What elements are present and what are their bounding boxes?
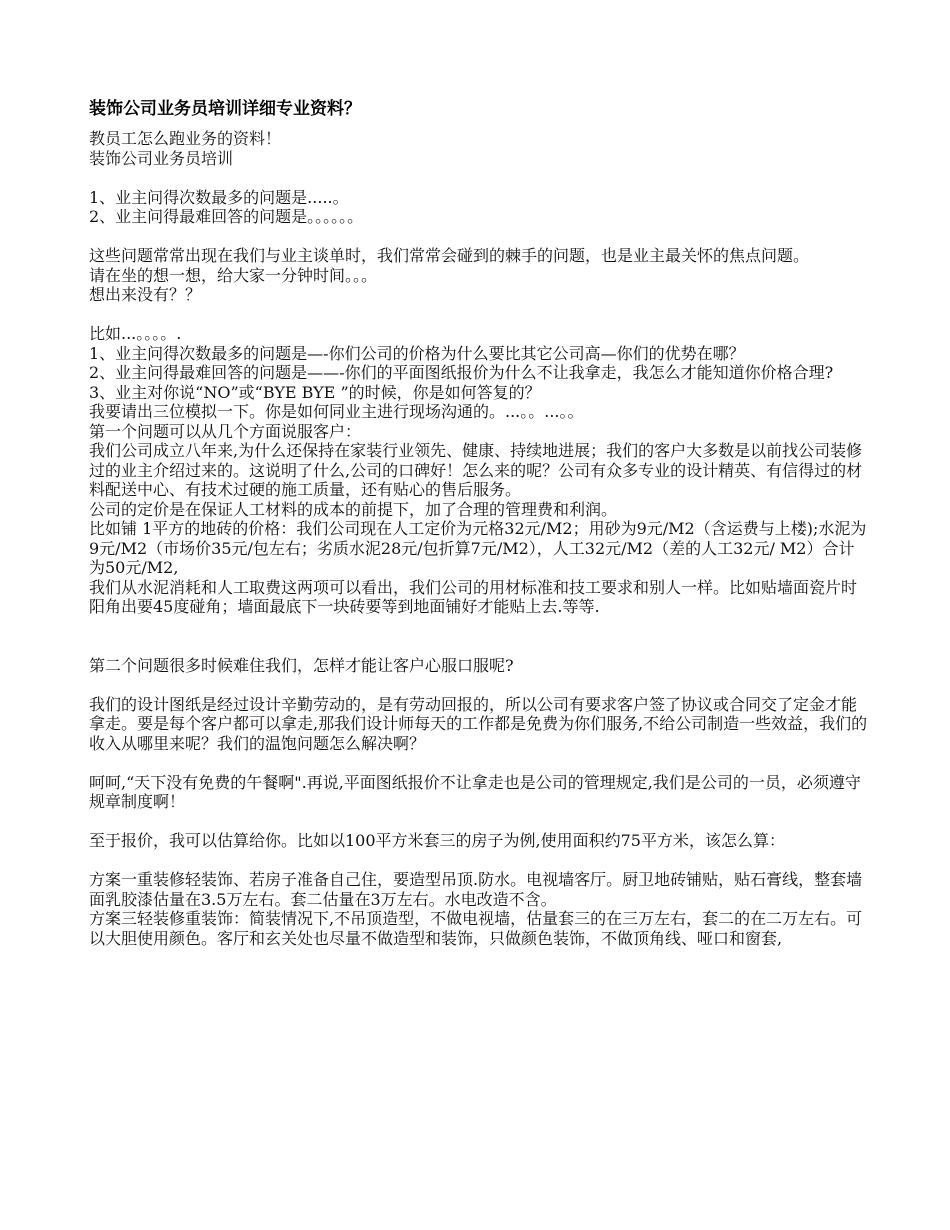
blank-line bbox=[89, 812, 869, 832]
text-line: 公司的定价是在保证人工材料的成本的前提下，加了合理的管理费和利润。 bbox=[89, 499, 618, 519]
text-line: 我们从水泥消耗和人工取费这两项可以看出，我们公司的用材标准和技工要求和别人一样。比如贴墙面瓷片时阳角出要45度碰角；墙面最底下一块砖要等到地面铺好才能贴上去.等等. bbox=[89, 577, 858, 616]
text-line: 方案三轻装修重装饰：简装情况下,不吊顶造型，不做电视墙，估量套三的在三万左右，套二的在二万左右。可以大胆使用颜色。客厅和玄关处也尽量不做造型和装饰，只做颜色装饰，不做顶角线、哑口和窗套, bbox=[89, 909, 863, 948]
text-line: 至于报价，我可以估算给你。比如以100平方米套三的房子为例,使用面积约75平方米，该怎么算： bbox=[89, 831, 785, 850]
text-line: 比如...。。。。. bbox=[89, 324, 182, 343]
blank-line bbox=[89, 675, 869, 695]
text-line: 我要请出三位模拟一下。你是如何同业主进行现场沟通的。...。。...。。 bbox=[89, 402, 584, 421]
text-line: 想出来没有？？ bbox=[89, 285, 202, 304]
text-line: 第二个问题很多时候难住我们，怎样才能让客户心服口服呢? bbox=[89, 655, 514, 675]
text-line: 2、业主问得最难回答的问题是——-你们的平面图纸报价为什么不让我拿走，我怎么才能知道你价格合理? bbox=[89, 363, 834, 382]
blank-line bbox=[89, 617, 869, 637]
text-line: 1、业主问得次数最多的问题是—-你们公司的价格为什么要比其它公司高—你们的优势在哪？ bbox=[89, 343, 745, 363]
document-text bbox=[89, 129, 869, 948]
text-line: 装饰公司业务员培训 bbox=[89, 148, 234, 168]
text-line: 2、业主问得最难回答的问题是。。。。。。 bbox=[89, 207, 364, 226]
text-line: 我们的设计图纸是经过设计辛勤劳动的，是有劳动回报的，所以公司有要求客户签了协议或合同交了定金才能拿走。要是每个客户都可以拿走,那我们设计师每天的工作都是免费为你们服务,不给公司制造一些效益，我们的收入从哪里来呢？我们的温饱问题怎么解决啊？ bbox=[89, 694, 868, 753]
blank-line bbox=[89, 305, 869, 325]
text-line: 3、业主对你说“NO”或“BYE BYE ”的时候，你是如何答复的？ bbox=[89, 382, 541, 402]
text-line: 方案一重装修轻装饰、若房子准备自己住，要造型吊顶.防水。电视墙客厅。厨卫地砖铺贴，贴石膏线，整套墙面乳胶漆估量在3.5万左右。套二估量在3万左右。水电改造不含。 bbox=[89, 870, 863, 909]
text-line: 我们公司成立八年来,为什么还保持在家装行业领先、健康、持续地进展；我们的客户大多数是以前找公司装修过的业主介绍过来的。这说明了什么,公司的口碑好！怎么来的呢？公司有众多专业的设计精英、有信得过的材料配送中心、有技术过硬的施工质量，还有贴心的售后服务。 bbox=[89, 441, 863, 499]
text-line: 1、业主问得次数最多的问题是.....。 bbox=[89, 187, 349, 207]
text-line: 这些问题常常出现在我们与业主谈单时，我们常常会碰到的棘手的问题，也是业主最关怀的焦点问题。 bbox=[89, 246, 810, 265]
text-line: 请在坐的想一想，给大家一分钟时间。。。 bbox=[89, 265, 378, 285]
blank-line bbox=[89, 851, 869, 871]
text-line: 比如铺 1平方的地砖的价格：我们公司现在人工定价为元格32元/M2；用砂为9元/M2（含运费与上楼);水泥为9元/M2（市场价35元/包左右；劣质水泥28元/包折算7元/M2），人工32元/M2（差的人工32元/ M2）合计为50元/M2, bbox=[89, 519, 867, 577]
blank-line bbox=[89, 168, 869, 188]
document-body bbox=[89, 97, 869, 948]
text-line: 呵呵,“天下没有免费的午餐啊".再说,平面图纸报价不让拿走也是公司的管理规定,我们是公司的一员，必须遵守规章制度啊！ bbox=[89, 772, 861, 811]
text-line: 教员工怎么跑业务的资料！ bbox=[89, 129, 282, 148]
blank-line bbox=[89, 636, 869, 656]
document-title: 装饰公司业务员培训详细专业资料？ bbox=[89, 99, 361, 119]
blank-line bbox=[89, 753, 869, 773]
blank-line bbox=[89, 227, 869, 247]
text-line: 第一个问题可以从几个方面说服客户： bbox=[89, 421, 362, 441]
